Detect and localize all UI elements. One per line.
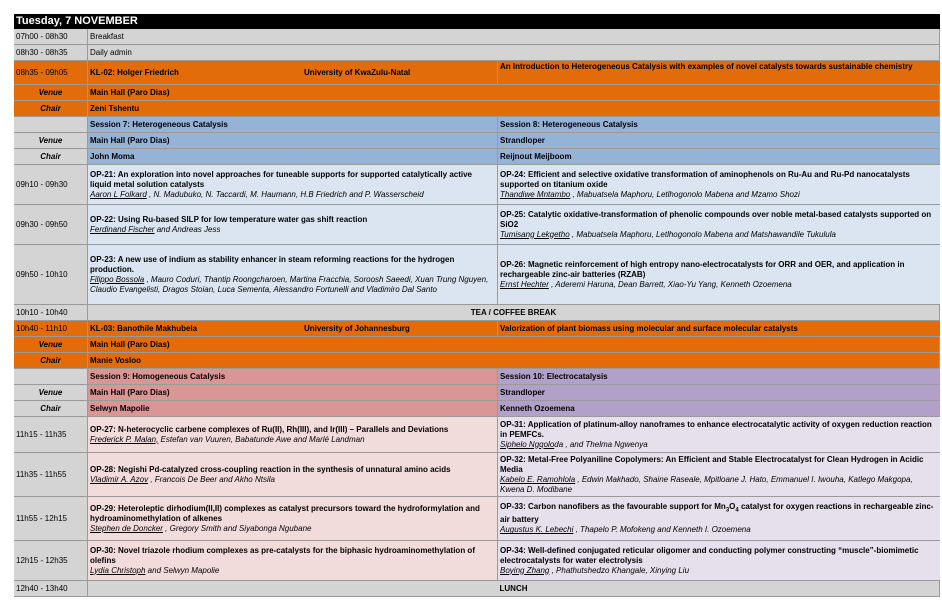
talk-op24 [498, 165, 940, 205]
time-cell: 11h35 - 11h55 [14, 453, 88, 497]
talk-title [500, 502, 938, 526]
presenter: Siphelo Ngqolo [500, 439, 555, 449]
chair-label: Chair [14, 353, 88, 369]
talk-op28 [88, 453, 498, 497]
breakfast-label: Breakfast [88, 29, 940, 45]
talk-op34 [498, 541, 940, 581]
talk-title: OP-30: Novel triazole rhodium complexes as pre-catalysts for the biphasic hydroaminomethylation of olefins [90, 545, 475, 565]
keynote-kl02-chair-row [14, 101, 940, 117]
time-cell: 12h15 - 12h35 [14, 541, 88, 581]
session-8-title: Session 8: Heterogeneous Catalysis [498, 117, 940, 133]
time-cell: 11h55 - 12h15 [14, 497, 88, 541]
session-8-venue: Strandloper [498, 133, 940, 149]
time-cell: 08h35 - 09h05 [14, 61, 88, 85]
presenter: Ferdinand Fischer [90, 224, 155, 234]
presenter: Vladimir A. Azov [90, 474, 149, 484]
session-7-venue: Main Hall (Paro Dias) [88, 133, 498, 149]
keynote-speaker: KL-03: Banothile Makhubela [90, 323, 198, 333]
keynote-kl02-row [14, 61, 940, 85]
co-authors: Estefan van Vuuren, Babatunde Awe and Marlé Landman [158, 434, 365, 444]
keynote-kl02-venue-row [14, 85, 940, 101]
talk-row [14, 497, 940, 541]
venue-label: Venue [14, 85, 88, 101]
time-cell: 09h50 - 10h10 [14, 245, 88, 305]
session-9-10-venue-row [14, 385, 940, 401]
chair-value: Manie Vosloo [88, 353, 940, 369]
co-authors: , N. Madubuko, N. Taccardi, M. Haumann, H.B Friedrich and P. Wasserscheid [146, 189, 424, 199]
lunch-row [14, 581, 940, 597]
presenter: Augustus K. Lebechi [500, 525, 574, 535]
talk-op25 [498, 205, 940, 245]
co-authors: , Mauro Coduri, Thantip Roongcharoen, Martina Fracchia, Soroosh Saeedi, Xuan Trung Nguyen, Claudio Evangelisti, Dragos Stoian, Luca Sementa, Alessandro Fortunelli and Vladimiro Dal Santo [90, 274, 489, 294]
session-7-8-header-row [14, 117, 940, 133]
talk-authors [90, 475, 495, 485]
chair-label: Chair [14, 401, 88, 417]
presenter: Frederick P. Malan, [90, 434, 159, 444]
admin-label: Daily admin [88, 45, 940, 61]
subscript: 3 [725, 507, 730, 514]
keynote-speaker-cell [88, 321, 498, 337]
session-7-chair: John Moma [88, 149, 498, 165]
co-authors: , Aderemi Haruna, Dean Barrett, Xiao-Yu Yang, Kenneth Ozoemena [548, 279, 792, 289]
title-part: catalyst for oxygen reactions in rechargeable zinc-air battery [500, 501, 934, 525]
session-7-8-chair-row [14, 149, 940, 165]
title-part: O [729, 501, 736, 511]
keynote-affiliation: University of Johannesburg [304, 323, 410, 333]
co-authors: , Gregory Smith and Siyabonga Ngubane [162, 523, 312, 533]
talk-title: OP-25: Catalytic oxidative-transformation of phenolic compounds over noble metal-based catalysts supported on SiO2 [500, 209, 932, 229]
talk-title: OP-29: Heteroleptic dirhodium(II,II) complexes as catalyst precursors toward the hydroformylation and hydroaminomethylation of alkenes [90, 503, 480, 523]
keynote-kl03-chair-row [14, 353, 940, 369]
session-8-chair: Reijnout Meijboom [498, 149, 940, 165]
talk-authors [500, 190, 938, 200]
co-authors: , Mabuatsela Maphoru, Letlhogonolo Mabena and Mzamo Shozi [570, 189, 800, 199]
talk-op31 [498, 417, 940, 453]
talk-authors [90, 275, 495, 295]
time-cell: 08h30 - 08h35 [14, 45, 88, 61]
talk-op33 [498, 497, 940, 541]
breakfast-row [14, 29, 940, 45]
time-cell: 09h30 - 09h50 [14, 205, 88, 245]
session-9-10-chair-row [14, 401, 940, 417]
talk-title: OP-26: Magnetic reinforcement of high entropy nano-electrocatalysts for ORR and OER, and application in rechargeable zinc-air batteries (RZAB) [500, 259, 905, 279]
presenter: Thandiwe Mntambo [500, 189, 571, 199]
talk-op21 [88, 165, 498, 205]
presenter: Boying Zhang [500, 565, 550, 575]
admin-row [14, 45, 940, 61]
session-10-title: Session 10: Electrocatalysis [498, 369, 940, 385]
session-9-chair: Selwyn Mapolie [88, 401, 498, 417]
session-9-venue: Main Hall (Paro Dias) [88, 385, 498, 401]
talk-title: OP-23: A new use of indium as stability enhancer in steam reforming reactions for the hydrogen production. [90, 254, 455, 274]
talk-authors [500, 280, 938, 290]
venue-label: Venue [14, 337, 88, 353]
talk-op32 [498, 453, 940, 497]
title-part: OP-33: Carbon nanofibers as the favourable support for Mn [500, 501, 726, 511]
talk-authors [500, 566, 938, 576]
keynote-speaker-cell [88, 61, 498, 85]
keynote-affiliation: University of KwaZulu-Natal [304, 67, 411, 77]
talk-authors [90, 566, 495, 576]
talk-authors [500, 230, 938, 240]
tea-label: TEA / COFFEE BREAK [88, 305, 940, 321]
presenter: Kabelo E. Ramohlola [500, 474, 576, 484]
talk-row [14, 541, 940, 581]
co-authors: , Mabuatsela Maphoru, Letlhogonolo Mabena and Matshawandile Tukulula [569, 229, 836, 239]
talk-title: OP-32: Metal-Free Polyaniline Copolymers: An Efficient and Stable Electrocatalyst for Clean Hydrogen in Acidic Media [500, 454, 924, 474]
talk-authors [90, 435, 495, 445]
presenter: Stephen de Doncker [90, 523, 163, 533]
presenter: Ernst Hechter [500, 279, 549, 289]
talk-op26 [498, 245, 940, 305]
talk-title: OP-21: An exploration into novel approaches for tuneable supports for supported catalytically active liquid metal solution catalysts [90, 169, 473, 189]
co-authors: and Andreas Jess [154, 224, 221, 234]
presenter: Filippo Bossola [90, 274, 145, 284]
co-authors: and Selwyn Mapolie [145, 565, 220, 575]
keynote-kl03-venue-row [14, 337, 940, 353]
time-cell: 10h40 - 11h10 [14, 321, 88, 337]
talk-authors [500, 475, 938, 495]
talk-op23 [88, 245, 498, 305]
talk-title: OP-34: Well-defined conjugated reticular oligomer and conducting polymer constructing “muscle”-biomimetic electrocatalysts for water electrolysis [500, 545, 919, 565]
chair-label: Chair [14, 101, 88, 117]
chair-label: Chair [14, 149, 88, 165]
time-cell-empty [14, 369, 88, 385]
venue-value: Main Hall (Paro Dias) [88, 337, 940, 353]
lunch-label: LUNCH [88, 581, 940, 597]
keynote-title: An Introduction to Heterogeneous Catalysis with examples of novel catalysts towards sustainable chemistry [498, 61, 940, 85]
day-title: Tuesday, 7 NOVEMBER [16, 15, 138, 27]
session-9-title: Session 9: Homogeneous Catalysis [88, 369, 498, 385]
presenter: Tumisang Lekgetho [500, 229, 570, 239]
presenter: Aaron L Folkard [90, 189, 147, 199]
talk-title: OP-22: Using Ru-based SILP for low temperature water gas shift reaction [90, 214, 368, 224]
co-authors: da , and Thelma Ngwenya [554, 439, 648, 449]
session-10-venue: Strandloper [498, 385, 940, 401]
talk-row [14, 245, 940, 305]
time-cell: 11h15 - 11h35 [14, 417, 88, 453]
tea-row [14, 305, 940, 321]
subscript: 4 [735, 507, 739, 514]
session-7-title: Session 7: Heterogeneous Catalysis [88, 117, 498, 133]
time-cell: 10h10 - 10h40 [14, 305, 88, 321]
co-authors: , Francois De Beer and Akho Ntsila [148, 474, 275, 484]
venue-value: Main Hall (Paro Dias) [88, 85, 940, 101]
talk-authors [500, 440, 938, 450]
talk-authors [500, 525, 938, 535]
session-9-10-header-row [14, 369, 940, 385]
chair-value: Zeni Tshentu [88, 101, 940, 117]
day-header [14, 14, 940, 29]
talk-authors [90, 225, 495, 235]
co-authors: , Thapelo P. Mofokeng and Kenneth I. Ozoemena [573, 525, 751, 535]
time-cell: 09h10 - 09h30 [14, 165, 88, 205]
time-cell: 12h40 - 13h40 [14, 581, 88, 597]
talk-op29 [88, 497, 498, 541]
venue-label: Venue [14, 133, 88, 149]
talk-title: OP-24: Efficient and selective oxidative transformation of aminophenols on Ru-Au and Ru-Pd nanocatalysts supported on titanium oxide [500, 169, 910, 189]
talk-op27 [88, 417, 498, 453]
time-cell-empty [14, 117, 88, 133]
talk-op22 [88, 205, 498, 245]
talk-row [14, 205, 940, 245]
session-10-chair: Kenneth Ozoemena [498, 401, 940, 417]
keynote-kl03-row [14, 321, 940, 337]
talk-row [14, 165, 940, 205]
talk-title: OP-31: Application of platinum-alloy nanoframes to enhance electrocatalytic activity of oxygen reduction reaction in PEMFCs. [500, 419, 932, 439]
time-cell: 07h00 - 08h30 [14, 29, 88, 45]
talk-row [14, 417, 940, 453]
keynote-title: Valorization of plant biomass using molecular and surface molecular catalysts [498, 321, 940, 337]
talk-title: OP-28: Negishi Pd-catalyzed cross-coupling reaction in the synthesis of unnatural amino acids [90, 464, 451, 474]
presenter: Lydia Christoph [90, 565, 146, 575]
keynote-speaker: KL-02: Holger Friedrich [90, 67, 179, 77]
venue-label: Venue [14, 385, 88, 401]
co-authors: , Edwin Makhado, Shaine Raseale, Mpitloane J. Hato, Emmanuel I. Iwouha, Katlego Makgopa, Kwena D. Modibane [500, 474, 913, 494]
talk-title: OP-27: N-heterocyclic carbene complexes of Ru(II), Rh(III), and Ir(III) – Parallels and Deviations [90, 424, 449, 434]
talk-authors [90, 190, 495, 200]
talk-row [14, 453, 940, 497]
talk-authors [90, 524, 495, 534]
programme-sheet [14, 0, 940, 600]
talk-op30 [88, 541, 498, 581]
co-authors: , Phathutshedzo Khangale, Xinying Liu [549, 565, 690, 575]
session-7-8-venue-row [14, 133, 940, 149]
